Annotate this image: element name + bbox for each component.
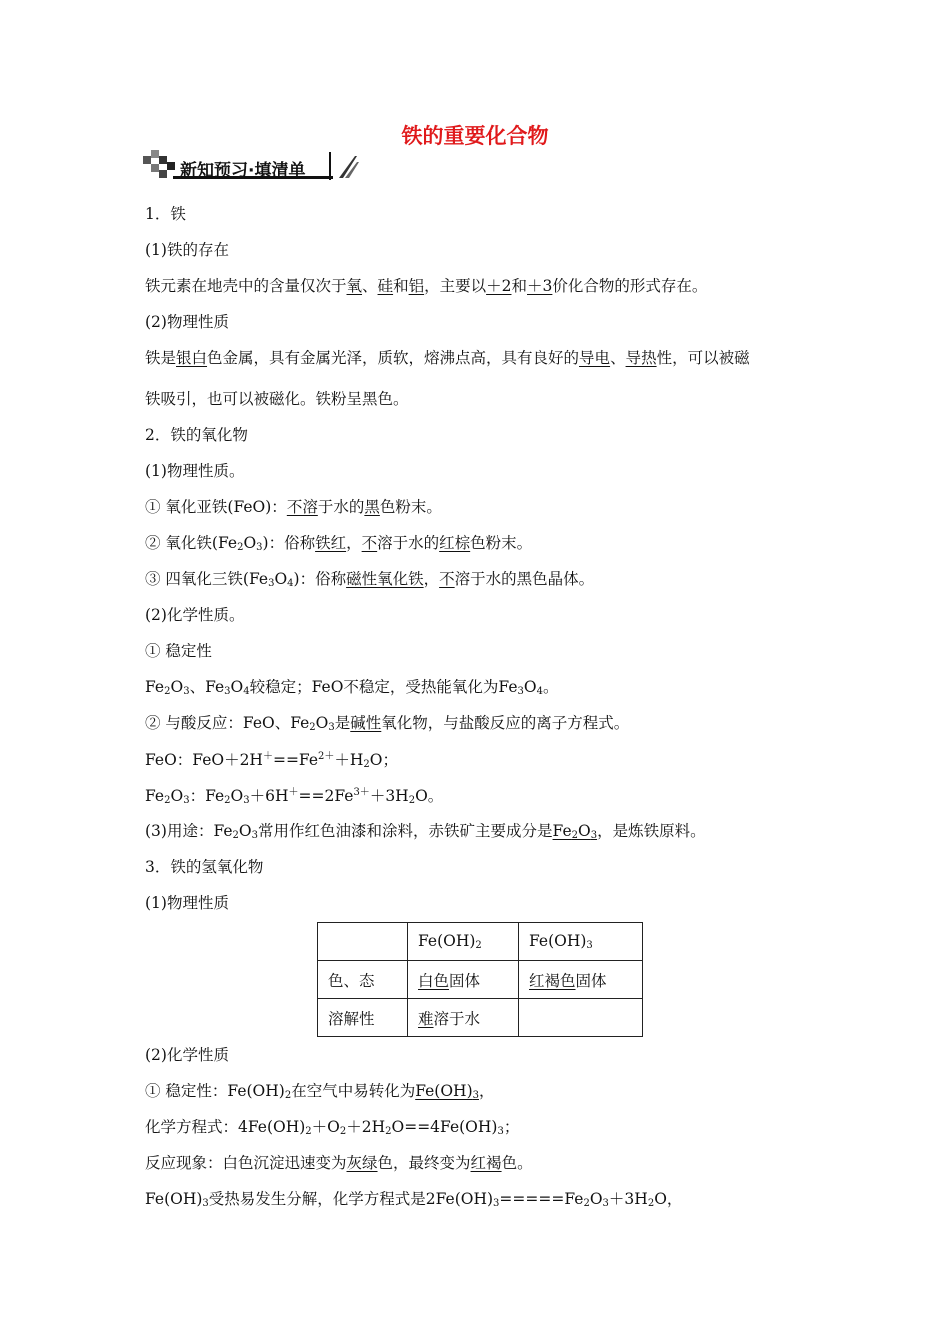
subscript: 4 [243,686,250,697]
text-run: ＋H [334,751,364,769]
usage-text [145,819,706,841]
table-row [318,999,643,1037]
text-run: 色粉末。 [379,498,442,516]
hydroxide-properties-table [317,922,643,1037]
subscript: 3 [256,542,263,553]
answer-blank: 不 [361,534,378,552]
text-run: 受热易发生分解，化学方程式是2Fe(OH) [208,1190,494,1208]
text-run: 固体 [575,971,607,990]
subscript: 3 [268,578,275,589]
answer-blank: ＋3 [527,277,553,295]
answer-blank: 红褐色 [529,971,576,990]
subscript: 3 [493,1198,500,1209]
text-run: Fe [552,822,572,840]
text-run: O [230,678,244,696]
subscript: 3 [590,830,598,841]
table-cell [519,961,643,999]
table-row [318,961,643,999]
answer-blank [415,1082,479,1100]
subscript: 2 [475,940,482,951]
hydroxide-oxidation-equation [145,1115,519,1137]
answer-blank: ＋2 [486,277,512,295]
subscript: 2 [284,1090,292,1101]
text-run: 价化合物的形式存在。 [552,277,708,295]
answer-blank: 白色 [418,971,450,990]
answer-blank: 导热 [625,349,657,367]
text-run: ＋3H [608,1190,648,1208]
section-2-subheading-1: (1)物理性质。 [145,462,245,480]
answer-blank: 硅 [377,277,394,295]
answer-blank: 红褐 [470,1154,502,1172]
text-run: ， [346,534,362,552]
text-run: 性，可以被磁 [656,349,750,367]
table-header-feoh3 [519,923,643,961]
text-run: O， [654,1190,683,1208]
text-run: ② 氧化铁(Fe [145,534,238,552]
text-run: 。 [542,678,559,696]
answer-blank: 导电 [579,349,611,367]
section-3-subheading-1: (1)物理性质 [145,894,229,912]
text-run: O [238,822,252,840]
text-run: )：俗称 [262,534,316,552]
text-run: Fe(OH) [418,932,476,950]
text-run: ==Fe [272,751,319,769]
section-3-subheading-2: (2)化学性质 [145,1046,229,1064]
text-run: O [243,534,257,552]
text-run: O [274,570,288,588]
subscript: 2 [571,830,578,841]
answer-blank: 氧 [346,277,363,295]
text-run: 溶于水 [433,1009,481,1028]
answer-blank: 铁红 [315,534,347,552]
text-run: 化学方程式：4Fe(OH) [145,1118,306,1136]
text-run: O [578,822,591,840]
subscript: 2 [385,1126,392,1137]
subscript: 3 [224,686,231,697]
subscript: 3 [328,722,335,733]
text-run: 、 [610,349,626,367]
answer-blank: 红棕 [439,534,471,552]
text-run: O [589,1190,603,1208]
text-run: 常用作红色油漆和涂料，赤铁矿主要成分是 [258,822,553,840]
text-run: 在空气中易转化为 [291,1082,416,1100]
text-run: ， [423,570,440,588]
table-cell-empty [318,923,408,961]
answer-blank: 磁性氧化铁 [346,570,424,588]
iron-distribution-text [145,274,707,296]
text-run: 、 [362,277,378,295]
text-run: ① 稳定性：Fe(OH) [145,1082,285,1100]
text-run: )：俗称 [293,570,347,588]
stability-heading: ① 稳定性 [145,642,212,660]
text-run: ＋O [311,1118,340,1136]
answer-blank: 不 [439,570,455,588]
subscript: 2 [363,759,370,770]
equation-feo [145,747,398,770]
text-run: ：Fe [189,787,225,805]
text-run: 固体 [449,971,481,990]
text-run: O； [369,751,399,769]
superscript: 2＋ [318,751,335,762]
answer-blank: 黑 [364,498,380,516]
subscript: 4 [287,578,294,589]
subscript: 2 [305,1126,312,1137]
text-run: ＋2H [346,1118,386,1136]
acid-reaction-text [145,711,629,733]
text-run: O [170,787,184,805]
subscript: 2 [164,795,171,806]
iron-physical-properties-text [145,346,750,368]
subscript: 2 [408,795,416,806]
section-1-subheading-1: (1)铁的存在 [145,241,229,259]
fe2o3-line [145,531,532,553]
text-run: (3)用途：Fe [145,822,233,840]
text-run: ＋3H [369,787,409,805]
text-run: 色粉末。 [470,534,533,552]
section-2-subheading-2: (2)化学性质。 [145,606,245,624]
answer-blank: 银白 [176,349,208,367]
subscript: 2 [339,1126,347,1137]
text-run: Fe [145,678,165,696]
iron-physical-properties-continued: 铁吸引，也可以被磁化。铁粉呈黑色。 [145,390,409,408]
fe3o4-line [145,567,594,589]
text-run: O。 [415,787,444,805]
text-run: ，主要以 [424,277,487,295]
subscript: 3 [586,940,593,951]
subscript: 4 [536,686,543,697]
text-run: 、Fe [189,678,225,696]
subscript: 3 [243,795,250,806]
answer-blank: 碱性 [350,714,382,732]
text-run: Fe(OH) [145,1190,203,1208]
text-run: FeO：FeO＋2H [145,751,263,769]
decomposition-equation [145,1187,682,1209]
subscript: 3 [251,830,259,841]
text-run: O [170,678,184,696]
subscript: 3 [202,1198,209,1209]
page-title: 铁的重要化合物 [401,124,549,148]
table-row [318,923,643,961]
text-run: =====Fe [499,1190,584,1208]
text-run: ① 氧化亚铁(FeO)： [145,498,287,516]
answer-blank: 灰绿 [346,1154,378,1172]
text-run: O [523,678,537,696]
section-1-heading: 1．铁 [145,205,186,223]
subscript: 3 [472,1090,479,1101]
text-run: ； [503,1118,520,1136]
feo-line [145,495,442,517]
text-run: 和 [393,277,409,295]
text-run: ③ 四氧化三铁(Fe [145,570,269,588]
table-row-label: 色、态 [318,961,408,999]
text-run: O [315,714,329,732]
text-run: 溶于水的 [377,534,440,552]
text-run: Fe [145,787,165,805]
text-run: Fe(OH) [415,1082,473,1100]
banner-label: 新知预习·填清单 [180,161,306,181]
subscript: 3 [602,1198,609,1209]
superscript: 3＋ [353,787,370,798]
subscript: 3 [497,1126,504,1137]
superscript: ＋ [262,751,273,762]
text-run: ， [479,1082,495,1100]
table-cell [519,999,643,1037]
answer-blank: 铝 [408,277,425,295]
subscript: 2 [583,1198,590,1209]
text-run: ＋6H [249,787,289,805]
text-run: O==4Fe(OH) [391,1118,498,1136]
subscript: 2 [647,1198,655,1209]
superscript: ＋ [288,787,299,798]
section-3-heading: 3．铁的氢氧化物 [145,858,264,876]
text-run: 较稳定；FeO不稳定，受热能氧化为Fe [249,678,518,696]
text-run: 于水的 [317,498,365,516]
text-run: 是 [334,714,351,732]
text-run: ② 与酸反应：FeO、Fe [145,714,310,732]
text-run: ==2Fe [298,787,354,805]
hydroxide-stability-text [145,1079,495,1101]
subscript: 2 [237,542,244,553]
section-banner [143,150,361,184]
text-run: 色金属，具有金属光泽，质软，熔沸点高，具有良好的 [207,349,580,367]
text-run: Fe(OH) [529,932,587,950]
subscript: 3 [183,686,190,697]
table-header-feoh2 [408,923,519,961]
text-run: 铁元素在地壳中的含量仅次于 [145,277,347,295]
answer-blank: 不溶 [286,498,318,516]
section-1-subheading-2: (2)物理性质 [145,313,229,331]
table-row-label: 溶解性 [318,999,408,1037]
table-cell [408,961,519,999]
subscript: 3 [517,686,524,697]
answer-blank [553,822,598,840]
text-run: ，是炼铁原料。 [597,822,706,840]
text-run: 和 [511,277,527,295]
text-run: 氧化物，与盐酸反应的离子方程式。 [381,714,630,732]
subscript: 2 [224,795,231,806]
section-2-heading: 2．铁的氧化物 [145,426,248,444]
text-run: 色，最终变为 [377,1154,471,1172]
reaction-phenomenon-text [145,1151,533,1173]
subscript: 2 [309,722,316,733]
text-run: 铁是 [145,349,177,367]
subscript: 2 [164,686,171,697]
equation-fe2o3 [145,783,443,806]
subscript: 2 [232,830,239,841]
stability-text [145,675,558,697]
text-run: 色。 [501,1154,533,1172]
text-run: 反应现象：白色沉淀迅速变为 [145,1154,347,1172]
text-run: 溶于水的黑色晶体。 [454,570,595,588]
text-run: O [230,787,244,805]
answer-blank: 难 [418,1009,434,1028]
subscript: 3 [183,795,190,806]
table-cell [408,999,519,1037]
